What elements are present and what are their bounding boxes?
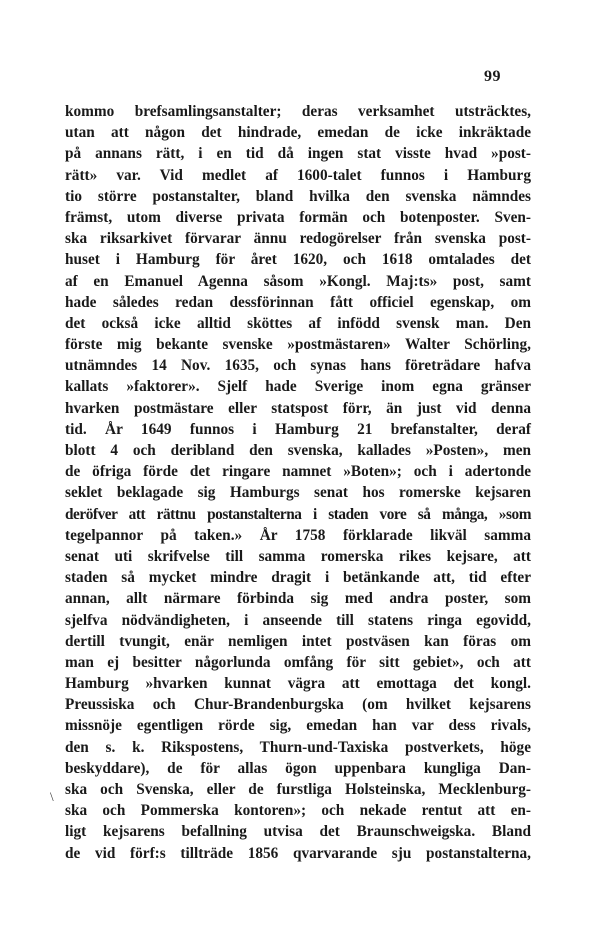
text-line: den s. k. Rikspostens, Thurn-und-Taxiska postverkets, höge [65,738,531,756]
text-line: af en Emanuel Agenna såsom »Kongl. Maj:ts» post, samt [65,272,531,290]
text-line: Preussiska och Chur-Brandenburgska (om hvilket kejsarens [65,696,531,714]
text-line: tio större postanstalter, bland hvilka den svenska nämndes [65,187,531,205]
text-line: beskyddare), de för allas ögon uppenbara kungliga Dan- [65,759,531,777]
text-line: tegelpannor på taken.» År 1758 förklarade likväl samma [65,526,531,544]
text-line: sjelfva nödvändigheten, i anseende till statens ringa egovidd, [65,611,531,629]
text-line: tid. År 1649 funnos i Hamburg 21 brefanstalter, deraf [65,420,531,438]
text-line: hade således redan dessförinnan fått officiel egenskap, om [65,293,531,311]
text-line: utnämndes 14 Nov. 1635, och synas hans företrädare hafva [65,357,531,375]
text-line: på annans rätt, i en tid då ingen stat visste hvad »post- [65,145,531,163]
text-line: annan, allt närmare förbinda sig med andra poster, som [65,590,531,608]
text-line: staden så mycket mindre dragit i betänkande att, tid efter [65,569,531,587]
text-line: kommo brefsamlingsanstalter; deras verksamhet utsträcktes, [65,103,531,120]
page-number: 99 [484,68,501,85]
text-line: utan att någon det hindrade, emedan de icke inkräktade [65,124,531,142]
text-line: rätt» var. Vid medlet af 1600-talet funnos i Hamburg [65,166,531,184]
text-line: ska riksarkivet förvarar ännu redogörelser från svenska post- [65,230,531,248]
text-line: det också icke alltid sköttes af infödd svensk man. Den [65,314,531,332]
margin-mark: \ [50,789,54,804]
text-line: ska och Svenska, eller de furstliga Holsteinska, Mecklenburg- [65,781,531,798]
text-line: främst, utom diverse privata formän och botenposter. Sven- [65,208,531,226]
text-line: de vid förf:s tillträde 1856 qvarvarande sju postanstalterna, [65,844,531,862]
text-line: deröfver att rättnu postanstalterna i staden vore så många, »som [65,505,531,523]
text-line: huset i Hamburg för året 1620, och 1618 omtalades det [65,251,531,269]
text-line: Hamburg »hvarken kunnat vägra att emottaga det kongl. [65,675,531,693]
text-line: missnöje egentligen rörde sig, emedan han var dess rivals, [65,717,531,735]
text-line: ligt kejsarens befallning utvisa det Braunschweigska. Bland [65,823,531,841]
text-line: kallats »faktorer». Sjelf hade Sverige inom egna gränser [65,378,531,396]
text-line: ska och Pommerska kontoren»; och nekade rentut att en- [65,802,531,820]
text-line: blott 4 och deribland den svenska, kallades »Posten», men [65,442,531,459]
text-line: man ej besitter någorlunda omfång för sitt gebiet», och att [65,653,531,671]
text-line: hvarken postmästare eller statspost förr, än just vid denna [65,399,531,417]
text-line: dertill tvungit, enär nemligen intet postväsen kan föras om [65,632,531,650]
text-line: förste mig bekante svenske »postmästaren» Walter Schörling, [65,336,531,354]
text-line: seklet beklagade sig Hamburgs senat hos romerske kejsaren [65,484,531,502]
text-line: senat uti skrifvelse till samma romerska rikes kejsare, att [65,547,531,565]
body-text [65,101,531,864]
text-line: de öfriga förde det ringare namnet »Boten»; och i adertonde [65,463,531,481]
